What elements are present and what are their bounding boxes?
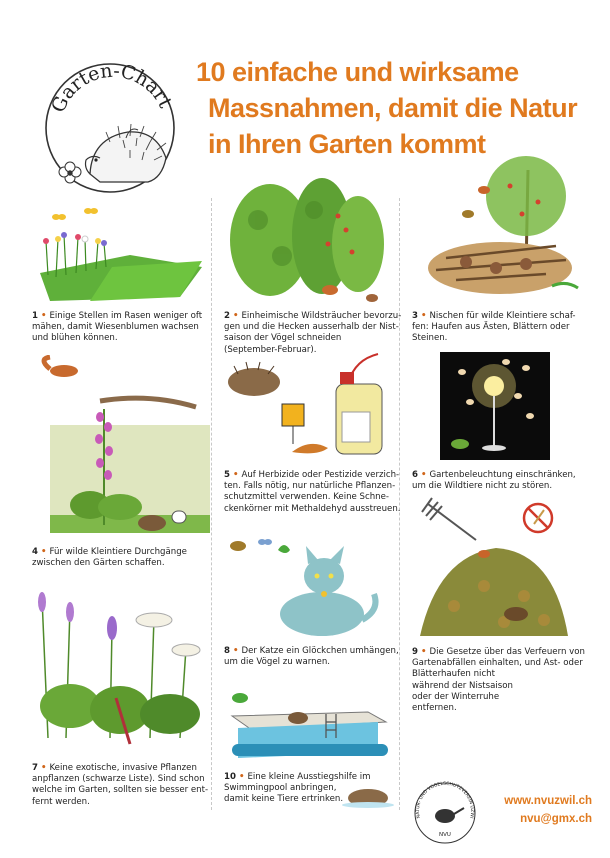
tip-6-caption: 6 • Gartenbeleuchtung einschränken, um die Wildtiere nicht zu stören.	[412, 470, 576, 492]
illustration-night-lamp	[440, 352, 550, 460]
illustration-leaf-heap	[414, 496, 574, 644]
hedgehog-small-icon	[288, 712, 308, 724]
tip-4-caption: 4 • Für wilde Kleintiere Durchgänge zwischen den Gärten schaffen.	[32, 547, 187, 569]
email-link[interactable]: nvu@gmx.ch	[520, 813, 592, 825]
squirrel-icon	[44, 357, 78, 377]
website-link[interactable]: www.nvuzwil.ch	[504, 795, 592, 807]
tip-7-caption: 7 • Keine exotische, invasive Pflanzen anpflanzen (schwarze Liste). Sind schon welche im Garten, sollten sie besser ent- fernt werden.	[32, 763, 209, 807]
svg-text:NVU: NVU	[439, 832, 451, 838]
warning-sign-icon	[282, 404, 304, 444]
bird-icon	[230, 541, 246, 551]
frog-icon	[232, 693, 248, 703]
lamp-icon	[484, 376, 504, 396]
hedgehog-small-icon	[228, 362, 280, 396]
tip-5-caption: 5 • Auf Herbizide oder Pestizide verzich- ten. Falls nötig, nur natürliche Pflanzen- schutzmittel verwenden. Keine Schne- ckenkörner mit Methaldehyd ausstreuen.	[224, 470, 401, 514]
illustration-hedge	[218, 160, 398, 310]
tip-8-caption: 8 • Der Katze ein Glöckchen umhängen, um die Vögel zu warnen.	[224, 646, 399, 668]
cat-icon	[280, 546, 376, 636]
illustration-invasive-plants	[30, 588, 210, 748]
illustration-garden-passage	[30, 355, 210, 540]
flower-icon	[59, 162, 81, 183]
sprayer-icon	[336, 354, 382, 454]
hedgehog-icon	[86, 124, 167, 182]
page-title-line-3: in Ihren Garten kommt	[208, 129, 486, 159]
bird-icon	[366, 294, 378, 302]
tip-10-caption: 10 • Eine kleine Ausstiegshilfe im Swimmingpool anbringen, damit keine Tiere ertrinken.	[224, 772, 371, 805]
page-title-line-2: Massnahmen, damit die Natur	[208, 93, 578, 123]
illustration-hedgehog-wet	[340, 782, 396, 808]
hedgehog-small-icon	[504, 607, 528, 621]
column-divider-left	[211, 198, 212, 810]
nvu-badge	[410, 778, 480, 848]
lizard-icon	[552, 283, 578, 288]
squirrel-icon	[322, 285, 338, 295]
slug-icon	[292, 444, 328, 454]
bird-icon	[462, 186, 490, 218]
logo-text: Garten-Chart	[47, 59, 177, 117]
hedgehog-small-icon	[138, 515, 166, 531]
svg-text:NATUR- UND VOGELSCHUTZVEREIN U: NATUR- UND VOGELSCHUTZVEREIN UZWI	[415, 781, 475, 819]
bell-icon	[321, 591, 327, 597]
tip-9-caption: 9 • Die Gesetze über das Verfeuern von Gartenabfällen einhalten, und Ast- oder Blätterhaufen nicht während der Nistsaison oder der Winterruhe entfernen.	[412, 647, 585, 714]
illustration-pool	[218, 686, 398, 770]
tip-1-caption: 1 • Einige Stellen im Rasen weniger oft mähen, damit Wiesenblumen wachsen und blühen können.	[32, 311, 203, 344]
illustration-branch-pile	[406, 150, 592, 308]
illustration-pesticide	[218, 340, 398, 465]
logo	[30, 46, 190, 206]
tip-3-caption: 3 • Nischen für wilde Kleintiere schaf- fen: Haufen aus Ästen, Blättern oder Steinen.	[412, 311, 576, 344]
lizard-icon	[278, 545, 290, 553]
bird-icon	[435, 808, 464, 823]
illustration-cat	[218, 530, 398, 640]
bird-icon	[478, 550, 490, 558]
page-title-line-1: 10 einfache und wirksame	[196, 57, 519, 87]
frog-icon	[451, 439, 469, 449]
illustration-lawn	[30, 205, 210, 305]
tip-2-caption: 2 • Einheimische Wildsträucher bevorzu- gen und die Hecken ausserhalb der Nist- saison der Vögel schneiden (September-Februar).	[224, 311, 402, 355]
butterfly-icon	[258, 539, 272, 545]
butterfly-icon	[52, 208, 98, 220]
